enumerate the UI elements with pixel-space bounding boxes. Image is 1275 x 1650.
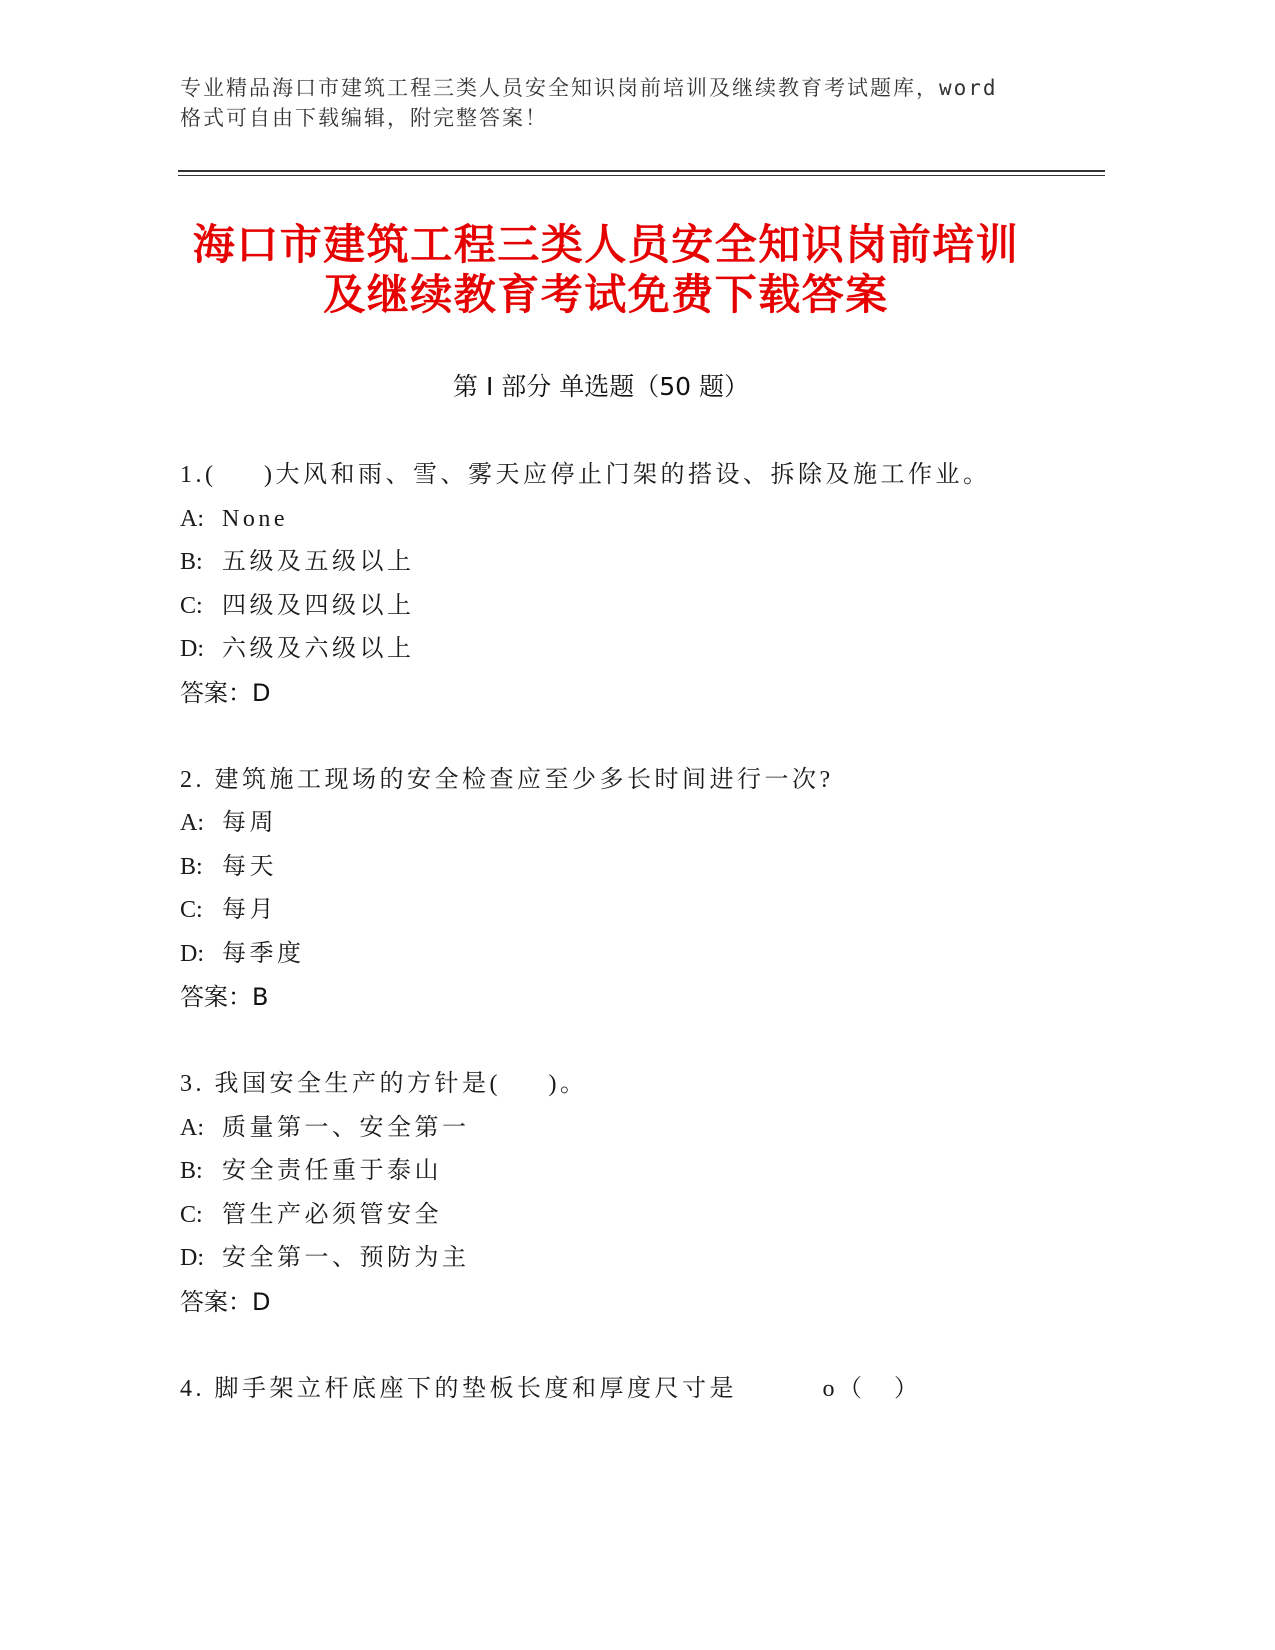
answer-label: 答案： bbox=[180, 1287, 252, 1316]
option-label: B: bbox=[180, 1158, 203, 1184]
option-text: 每季度 bbox=[222, 940, 305, 967]
option-label: A: bbox=[180, 810, 204, 836]
answer-line bbox=[180, 976, 1100, 1020]
answer-label: 答案： bbox=[180, 983, 252, 1011]
option-text: None bbox=[222, 505, 288, 532]
option-d bbox=[180, 1237, 1100, 1281]
option-text: 安全责任重于泰山 bbox=[222, 1158, 442, 1184]
option-label: B: bbox=[180, 549, 203, 575]
option-c bbox=[180, 585, 1100, 629]
option-a bbox=[180, 802, 1100, 846]
document-title bbox=[178, 220, 1034, 320]
option-text: 四级及四级以上 bbox=[222, 592, 415, 619]
option-b bbox=[180, 1150, 1100, 1194]
question-stem: 3. 我国安全生产的方针是( )。 bbox=[180, 1071, 588, 1097]
title-line-2: 及继续教育考试免费下载答案 bbox=[323, 270, 889, 319]
option-label: C: bbox=[180, 592, 203, 619]
header-line-2: 格式可自由下载编辑，附完整答案！ bbox=[180, 106, 548, 130]
option-text: 安全第一、预防为主 bbox=[222, 1245, 470, 1271]
option-text: 每周 bbox=[222, 810, 277, 836]
answer-line bbox=[180, 1281, 1100, 1325]
question-3 bbox=[180, 1063, 1100, 1324]
question-stem: 2. 建筑施工现场的安全检查应至少多长时间进行一次? bbox=[180, 766, 834, 793]
question-2 bbox=[180, 759, 1100, 1020]
option-c bbox=[180, 1194, 1100, 1238]
option-label: A: bbox=[180, 505, 204, 532]
question-list bbox=[180, 454, 1100, 1455]
answer-label: 答案： bbox=[180, 678, 252, 707]
answer-value: D bbox=[252, 678, 271, 707]
title-line-1: 海口市建筑工程三类人员安全知识岗前培训 bbox=[192, 220, 1020, 269]
section-heading: 第 I 部分 单选题（50 题） bbox=[453, 372, 749, 401]
header-line-1: 专业精品海口市建筑工程三类人员安全知识岗前培训及继续教育考试题库，word bbox=[180, 76, 998, 100]
option-c bbox=[180, 889, 1100, 933]
option-text: 每天 bbox=[222, 853, 277, 880]
option-b bbox=[180, 846, 1100, 890]
answer-value: D bbox=[252, 1287, 271, 1316]
option-text: 每月 bbox=[222, 897, 277, 923]
option-label: D: bbox=[180, 940, 204, 967]
question-4 bbox=[180, 1368, 1100, 1412]
option-b bbox=[180, 541, 1100, 585]
question-stem: 4. 脚手架立杆底座下的垫板长度和厚度尺寸是 o（ ） bbox=[180, 1375, 922, 1402]
option-label: C: bbox=[180, 897, 203, 923]
option-text: 管生产必须管安全 bbox=[222, 1201, 442, 1228]
option-text: 质量第一、安全第一 bbox=[222, 1114, 470, 1141]
option-label: A: bbox=[180, 1114, 204, 1141]
option-a bbox=[180, 1107, 1100, 1151]
option-text: 六级及六级以上 bbox=[222, 636, 415, 662]
option-a bbox=[180, 498, 1100, 542]
question-1 bbox=[180, 454, 1100, 715]
option-d bbox=[180, 933, 1100, 977]
option-label: B: bbox=[180, 853, 203, 880]
question-stem: 1.( )大风和雨、雪、雾天应停止门架的搭设、拆除及施工作业。 bbox=[180, 462, 991, 488]
option-label: D: bbox=[180, 636, 204, 662]
option-label: C: bbox=[180, 1201, 203, 1228]
answer-value: B bbox=[252, 983, 269, 1011]
header-double-rule bbox=[178, 170, 1105, 176]
header-text bbox=[180, 73, 998, 133]
answer-line bbox=[180, 672, 1100, 716]
option-d bbox=[180, 628, 1100, 672]
option-label: D: bbox=[180, 1245, 204, 1271]
option-text: 五级及五级以上 bbox=[222, 549, 415, 575]
